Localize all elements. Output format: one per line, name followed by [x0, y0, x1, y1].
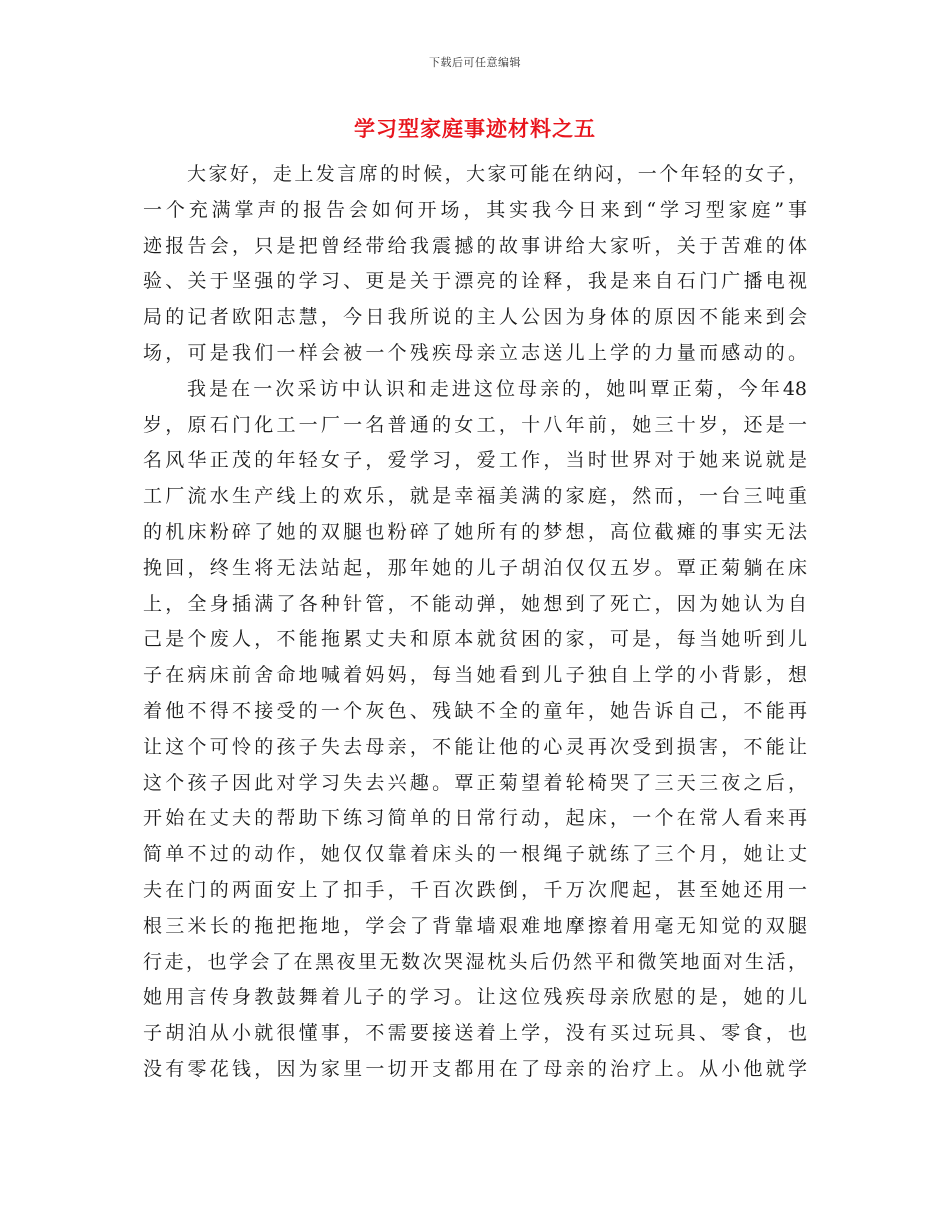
- paragraph-2-line-11: 让这个可怜的孩子失去母亲，不能让他的心灵再次受到损害，不能让: [143, 735, 807, 758]
- paragraph-2-line-16: 根三米长的拖把拖地，学会了背靠墙艰难地摩擦着用毫无知觉的双腿: [143, 914, 807, 937]
- paragraph-1-line-6: 场，可是我们一样会被一个残疾母亲立志送儿上学的力量而感动的。: [143, 341, 807, 364]
- paragraph-2-line-19: 子胡泊从小就很懂事，不需要接送着上学，没有买过玩具、零食，也: [143, 1022, 807, 1045]
- document-body: [143, 157, 807, 1088]
- paragraph-2-line-17: 行走，也学会了在黑夜里无数次哭湿枕头后仍然平和微笑地面对生活，: [143, 950, 807, 973]
- page-header-note: 下载后可任意编辑: [429, 56, 521, 69]
- paragraph-1-line-2: 一个充满掌声的报告会如何开场，其实我今日来到“学习型家庭”事: [143, 198, 807, 221]
- paragraph-1-line-5: 局的记者欧阳志慧，今日我所说的主人公因为身体的原因不能来到会: [143, 306, 807, 329]
- paragraph-2-line-8: 己是个废人，不能拖累丈夫和原本就贫困的家，可是，每当她听到儿: [143, 628, 807, 651]
- paragraph-2-line-10: 着他不得不接受的一个灰色、残缺不全的童年，她告诉自己，不能再: [143, 699, 807, 722]
- paragraph-2-line-12: 这个孩子因此对学习失去兴趣。覃正菊望着轮椅哭了三天三夜之后，: [143, 771, 807, 794]
- paragraph-2-line-18: 她用言传身教鼓舞着儿子的学习。让这位残疾母亲欣慰的是，她的儿: [143, 986, 807, 1009]
- paragraph-2-line-14: 简单不过的动作，她仅仅靠着床头的一根绳子就练了三个月，她让丈: [143, 843, 807, 866]
- paragraph-1-line-1: 大家好，走上发言席的时候，大家可能在纳闷，一个年轻的女子，: [187, 163, 807, 185]
- paragraph-2-line-6: 挽回，终生将无法站起，那年她的儿子胡泊仅仅五岁。覃正菊躺在床: [143, 556, 807, 579]
- paragraph-2-line-2: 岁，原石门化工一厂一名普通的女工，十八年前，她三十岁，还是一: [143, 413, 807, 436]
- paragraph-2-line-1: 我是在一次采访中认识和走进这位母亲的，她叫覃正菊，今年48: [187, 377, 807, 400]
- paragraph-2-line-13: 开始在丈夫的帮助下练习简单的日常行动，起床，一个在常人看来再: [143, 807, 807, 830]
- paragraph-2-line-9: 子在病床前舍命地喊着妈妈，每当她看到儿子独自上学的小背影，想: [143, 664, 807, 687]
- paragraph-2-line-4: 工厂流水生产线上的欢乐，就是幸福美满的家庭，然而，一台三吨重: [143, 485, 807, 508]
- paragraph-2-line-5: 的机床粉碎了她的双腿也粉碎了她所有的梦想，高位截瘫的事实无法: [143, 520, 807, 543]
- paragraph-2-line-3: 名风华正茂的年轻女子，爱学习，爱工作，当时世界对于她来说就是: [143, 449, 807, 472]
- paragraph-2-line-7: 上，全身插满了各种针管，不能动弹，她想到了死亡，因为她认为自: [143, 592, 807, 615]
- document-title: 学习型家庭事迹材料之五: [354, 116, 596, 141]
- paragraph-2-line-20: 没有零花钱，因为家里一切开支都用在了母亲的治疗上。从小他就学: [143, 1057, 807, 1080]
- paragraph-2-line-15: 夫在门的两面安上了扣手，千百次跌倒，千万次爬起，甚至她还用一: [143, 878, 807, 901]
- paragraph-1-line-3: 迹报告会，只是把曾经带给我震撼的故事讲给大家听，关于苦难的体: [143, 234, 807, 257]
- paragraph-1-line-4: 验、关于坚强的学习、更是关于漂亮的诠释，我是来自石门广播电视: [143, 270, 807, 293]
